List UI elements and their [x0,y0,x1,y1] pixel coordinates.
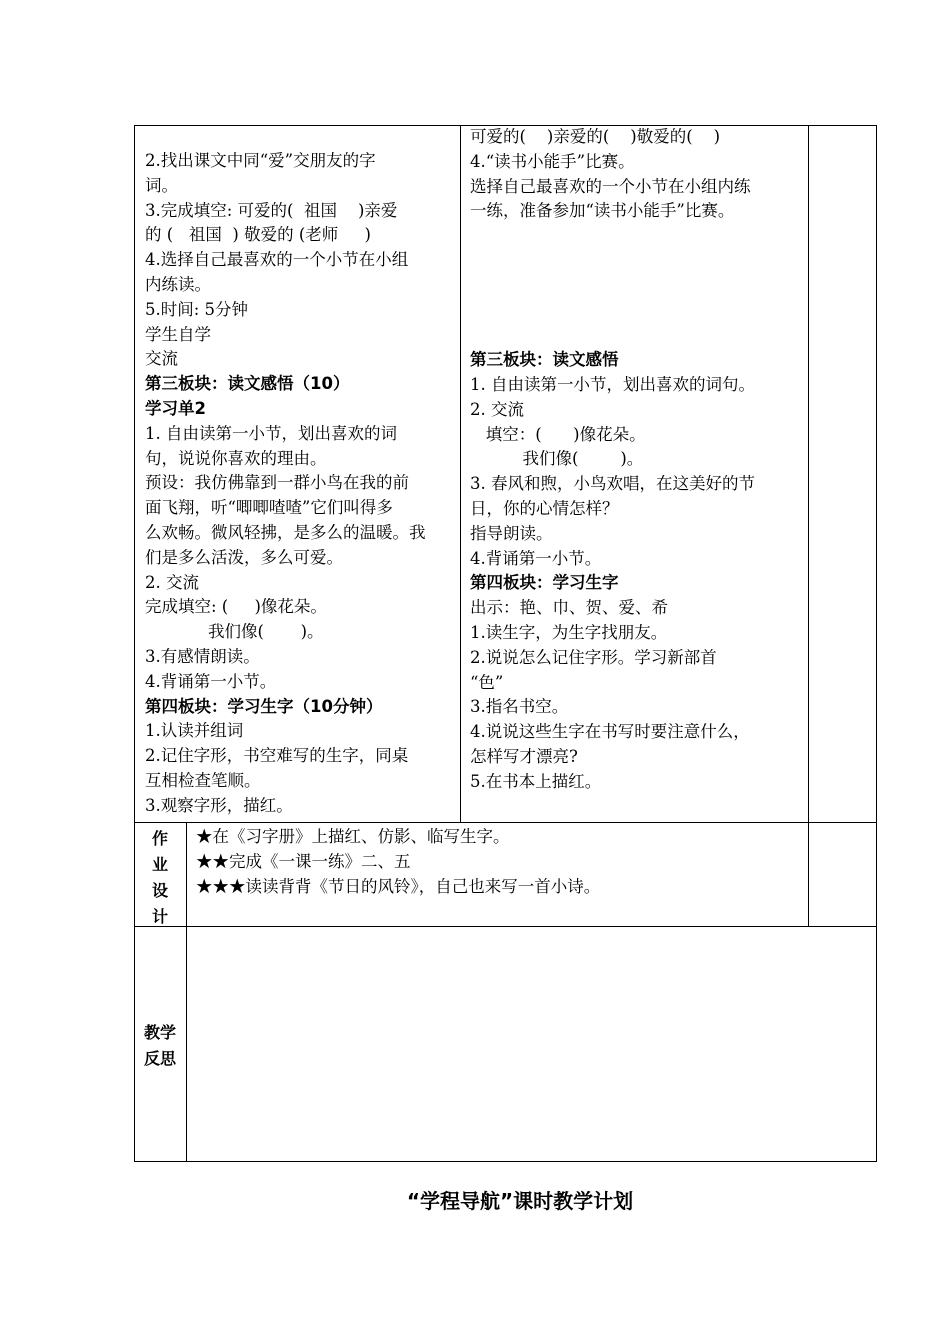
homework-line: ★★完成《一课一练》二、五 [196,851,411,871]
right-column-line: 3.指名书空。 [470,697,569,717]
left-column-content [145,149,457,819]
left-column-line: 的 ( 祖国 ) 敬爱的 (老师 ) [145,225,371,245]
left-column-line: 1.认读并组词 [145,721,244,741]
row-divider-homework [134,822,877,823]
left-column-line: 句，说说你喜欢的理由。 [145,448,327,468]
right-column-line: 指导朗读。 [470,523,553,543]
right-column-line: 5.在书本上描红。 [470,771,602,791]
left-column-line: 5.时间: 5分钟 [145,299,249,319]
reflection-label [134,1020,186,1072]
left-column-line: 么欢畅。微风轻拂，是多么的温暖。我 [145,522,426,542]
left-column-line: 3.观察字形，描红。 [145,795,293,815]
homework-label-char: 计 [151,907,168,926]
left-column-line: 预设：我仿佛靠到一群小鸟在我的前 [145,473,409,493]
right-column-line [470,274,806,299]
right-column-line [470,249,806,274]
homework-content [196,825,806,899]
left-column-line: 3.有感情朗读。 [145,646,260,666]
table-bottom-border [134,1161,877,1162]
left-column-line: 学习单2 [145,398,206,418]
right-column-line [470,323,806,348]
left-column-line: 内练读。 [145,274,211,294]
right-column-line: 可爱的( )亲爱的( )敬爱的( ) [470,127,721,146]
homework-line: ★在《习字册》上描红、仿影、临写生字。 [196,827,510,846]
reflection-label-line: 教学 [143,1023,176,1042]
left-column-line: 词。 [145,175,178,195]
left-column-line: 2.找出课文中同“爱”交朋友的字 [145,151,376,170]
left-column-line: 4.选择自己最喜欢的一个小节在小组 [145,250,409,270]
right-column-line: 出示：艳、巾、贺、爱、希 [470,598,668,618]
col-divider-right [808,125,809,926]
homework-label-char: 作 [151,829,168,848]
left-column-line: 第四板块：学习生字（10分钟） [145,696,383,716]
left-column-line: 互相检查笔顺。 [145,770,261,790]
left-column-line: 2.记住字形，书空难写的生字，同桌 [145,746,409,766]
label-col-divider [186,822,187,1162]
left-column-line: 们是多么活泼，多么可爱。 [145,547,343,567]
right-column-line: 2.说说怎么记住字形。学习新部首 [470,647,717,667]
homework-line: ★★★读读背背《节日的风铃》，自己也来写一首小诗。 [196,876,601,896]
right-column-line: 3. 春风和煦，小鸟欢唱，在这美好的节 [470,474,755,494]
right-column-line: 1.读生字，为生字找朋友。 [470,622,668,642]
right-column-line: 我们像( )。 [470,449,644,469]
homework-label-char: 设 [151,881,168,900]
right-column-line: 选择自己最喜欢的一个小节在小组内练 [470,176,751,196]
left-column-line: 面飞翔，听“唧唧喳喳”它们叫得多 [145,498,393,518]
right-column-line: 日，你的心情怎样？ [470,498,619,518]
left-column-line: 学生自学 [145,324,211,344]
right-column-line [470,299,806,324]
left-column-line: 3.完成填空: 可爱的( 祖国 )亲爱 [145,200,398,220]
right-column-line: “色” [470,672,504,692]
reflection-label-line: 反思 [143,1049,176,1068]
left-column-line: 交流 [145,349,178,369]
right-column-line: 第四板块：学习生字 [470,573,619,593]
table-left-border [134,125,135,1162]
right-column-line: 一练，准备参加“读书小能手”比赛。 [470,201,735,221]
right-column-line: 怎样写才漂亮? [470,746,578,766]
left-column-line: 1. 自由读第一小节，划出喜欢的词 [145,423,397,443]
table-right-border [876,125,877,1162]
left-column-line: 第三板块：读文感悟（10） [145,374,350,394]
right-column-line: 第三板块：读文感悟 [470,350,619,370]
right-column-line: 填空：( )像花朵。 [470,424,646,444]
right-column-content [470,125,806,795]
left-column-line: 完成填空: ( )像花朵。 [145,597,327,617]
left-column-line: 4.背诵第一小节。 [145,671,277,691]
right-column-line: 2. 交流 [470,399,524,419]
reflection-content[interactable] [188,928,875,1160]
page-title: “学程导航”课时教学计划 [406,1189,634,1213]
right-column-line: 4.“读书小能手”比赛。 [470,151,635,171]
right-column-line [470,224,806,249]
homework-label [134,826,186,930]
left-column-line: 2. 交流 [145,572,199,592]
right-column-line: 1. 自由读第一小节，划出喜欢的词句。 [470,374,755,394]
col-divider-middle [460,125,461,822]
left-column-line: 我们像( )。 [145,622,324,642]
right-column-line: 4.背诵第一小节。 [470,548,602,568]
row-divider-reflection [134,926,877,927]
homework-label-char: 业 [151,855,168,874]
right-column-line: 4.说说这些生字在书写时要注意什么， [470,722,750,742]
